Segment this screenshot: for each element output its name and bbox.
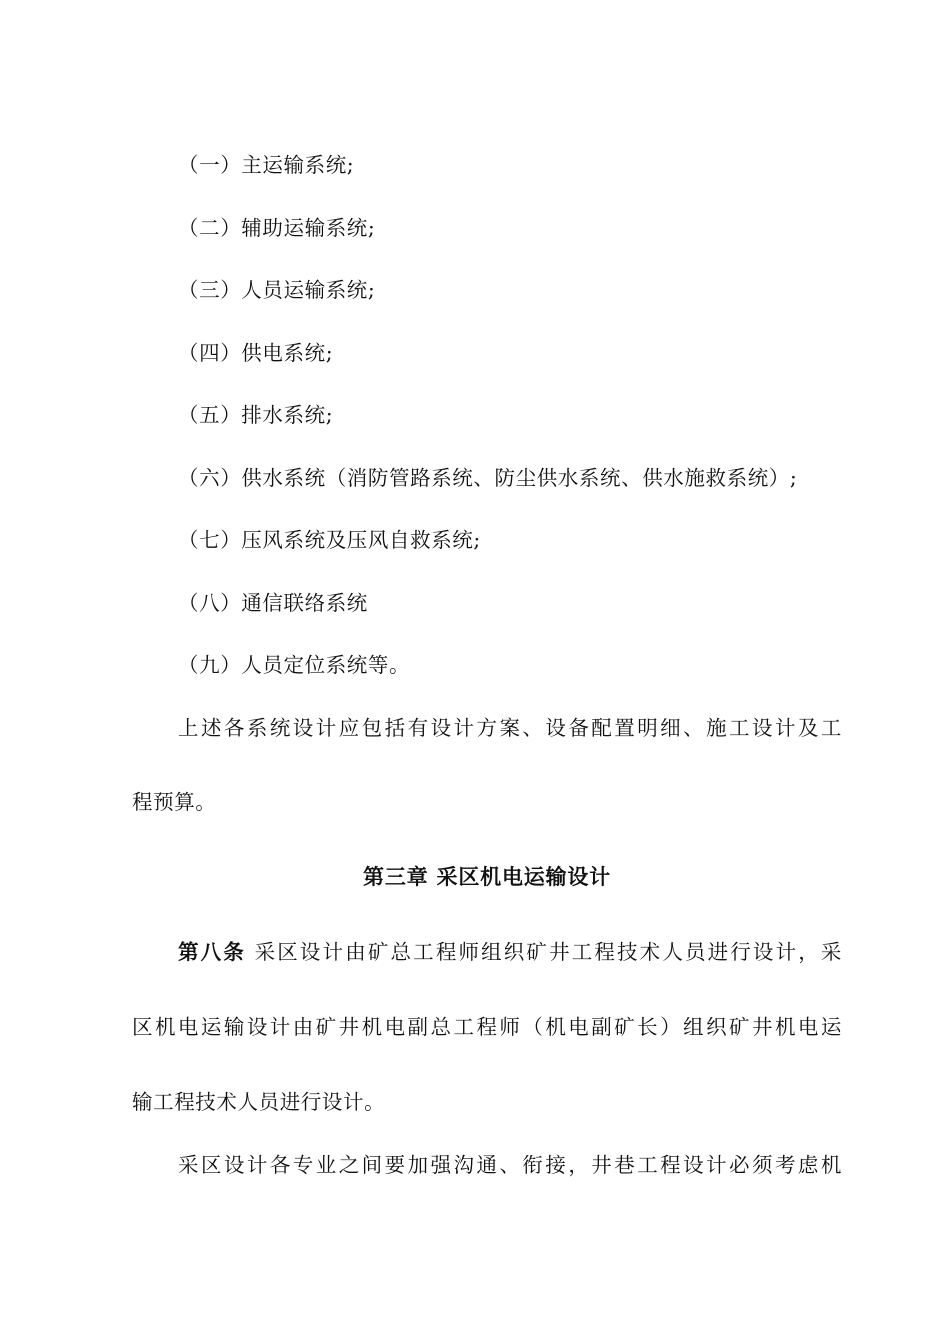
list-item-5: （五）排水系统; bbox=[178, 403, 334, 427]
list-item-7: （七）压风系统及压风自救系统; bbox=[178, 528, 481, 552]
list-item-2: （二）辅助运输系统; bbox=[178, 216, 376, 240]
list-item-6: （六）供水系统（消防管路系统、防尘供水系统、供水施救系统）; bbox=[178, 466, 798, 490]
article-8-text: 采区设计由矿总工程师组织矿井工程技术人员进行设计，采 bbox=[254, 940, 842, 964]
summary-line-2: 程预算。 bbox=[132, 790, 217, 814]
list-item-4: （四）供电系统; bbox=[178, 341, 334, 365]
list-item-1: （一）主运输系统; bbox=[178, 153, 355, 177]
article-8-label: 第八条 bbox=[178, 940, 246, 964]
article-8-line-1 bbox=[178, 937, 842, 967]
summary-line-1: 上述各系统设计应包括有设计方案、设备配置明细、施工设计及工 bbox=[178, 716, 842, 740]
article-8-line-2: 区机电运输设计由矿井机电副总工程师（机电副矿长）组织矿井机电运 bbox=[132, 1015, 842, 1039]
list-item-3: （三）人员运输系统; bbox=[178, 278, 376, 302]
chapter-heading: 第三章 采区机电运输设计 bbox=[363, 864, 611, 889]
list-item-9: （九）人员定位系统等。 bbox=[178, 653, 411, 677]
paragraph-last-line: 采区设计各专业之间要加强沟通、衔接，井巷工程设计必须考虑机 bbox=[178, 1153, 842, 1177]
article-8-line-3: 输工程技术人员进行设计。 bbox=[132, 1090, 386, 1114]
list-item-8: （八）通信联络系统 bbox=[178, 591, 368, 615]
